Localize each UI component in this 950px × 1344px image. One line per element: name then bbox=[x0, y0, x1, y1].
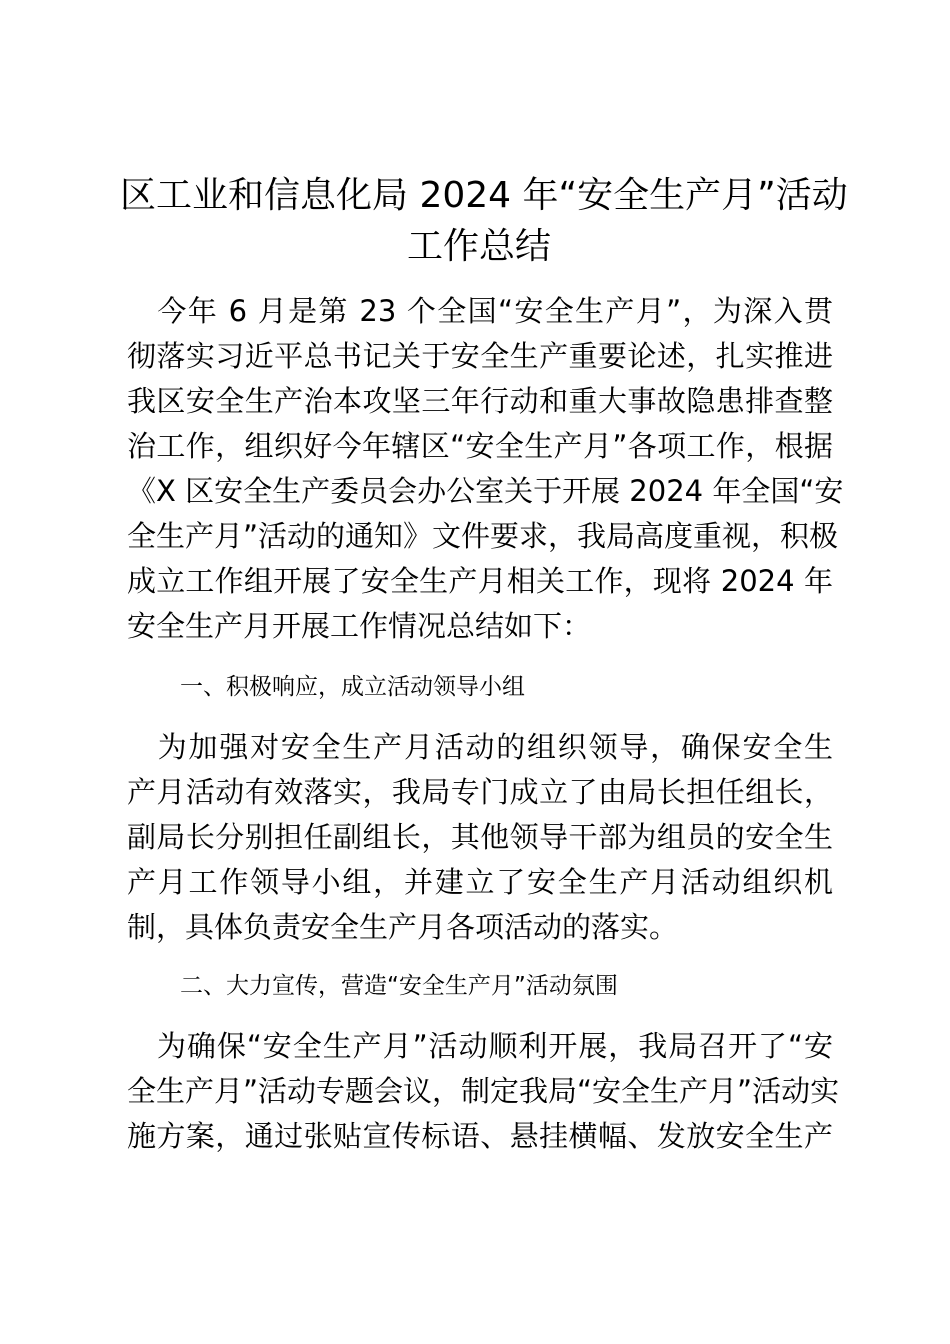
section-1-line-5: 制，具体负责安全生产月各项活动的落实。 bbox=[127, 910, 679, 944]
document-title-line-1: 区工业和信息化局 2024 年“安全生产月”活动 bbox=[120, 175, 848, 216]
intro-line-6: 全生产月”活动的通知》文件要求，我局高度重视，积极 bbox=[127, 519, 839, 553]
section-1-line-3: 副局长分别担任副组长，其他领导干部为组员的安全生 bbox=[127, 820, 833, 854]
section-1-line-4: 产月工作领导小组，并建立了安全生产月活动组织机 bbox=[127, 865, 833, 899]
intro-line-1: 今年 6 月是第 23 个全国“安全生产月”，为深入贯 bbox=[127, 294, 833, 328]
section-2-heading: 二、大力宣传，营造“安全生产月”活动氛围 bbox=[180, 973, 618, 999]
intro-line-7: 成立工作组开展了安全生产月相关工作，现将 2024 年 bbox=[127, 564, 833, 598]
section-2-line-3: 施方案，通过张贴宣传标语、悬挂横幅、发放安全生产 bbox=[127, 1119, 833, 1153]
intro-line-4: 治工作，组织好今年辖区“安全生产月”各项工作，根据 bbox=[127, 429, 833, 463]
section-2-line-1: 为确保“安全生产月”活动顺利开展，我局召开了“安 bbox=[127, 1029, 833, 1063]
section-1-line-2: 产月活动有效落实，我局专门成立了由局长担任组长， bbox=[127, 775, 833, 809]
intro-line-3: 我区安全生产治本攻坚三年行动和重大事故隐患排查整 bbox=[127, 384, 833, 418]
intro-line-5: 《X 区安全生产委员会办公室关于开展 2024 年全国“安 bbox=[127, 474, 844, 508]
intro-line-8: 安全生产月开展工作情况总结如下： bbox=[127, 609, 592, 643]
section-1-heading: 一、积极响应，成立活动领导小组 bbox=[180, 674, 525, 700]
section-1-line-1: 为加强对安全生产月活动的组织领导，确保安全生 bbox=[127, 730, 833, 764]
document-title-line-2: 工作总结 bbox=[406, 226, 551, 267]
intro-line-2: 彻落实习近平总书记关于安全生产重要论述，扎实推进 bbox=[127, 339, 833, 373]
section-2-line-2: 全生产月”活动专题会议，制定我局“安全生产月”活动实 bbox=[127, 1074, 840, 1108]
